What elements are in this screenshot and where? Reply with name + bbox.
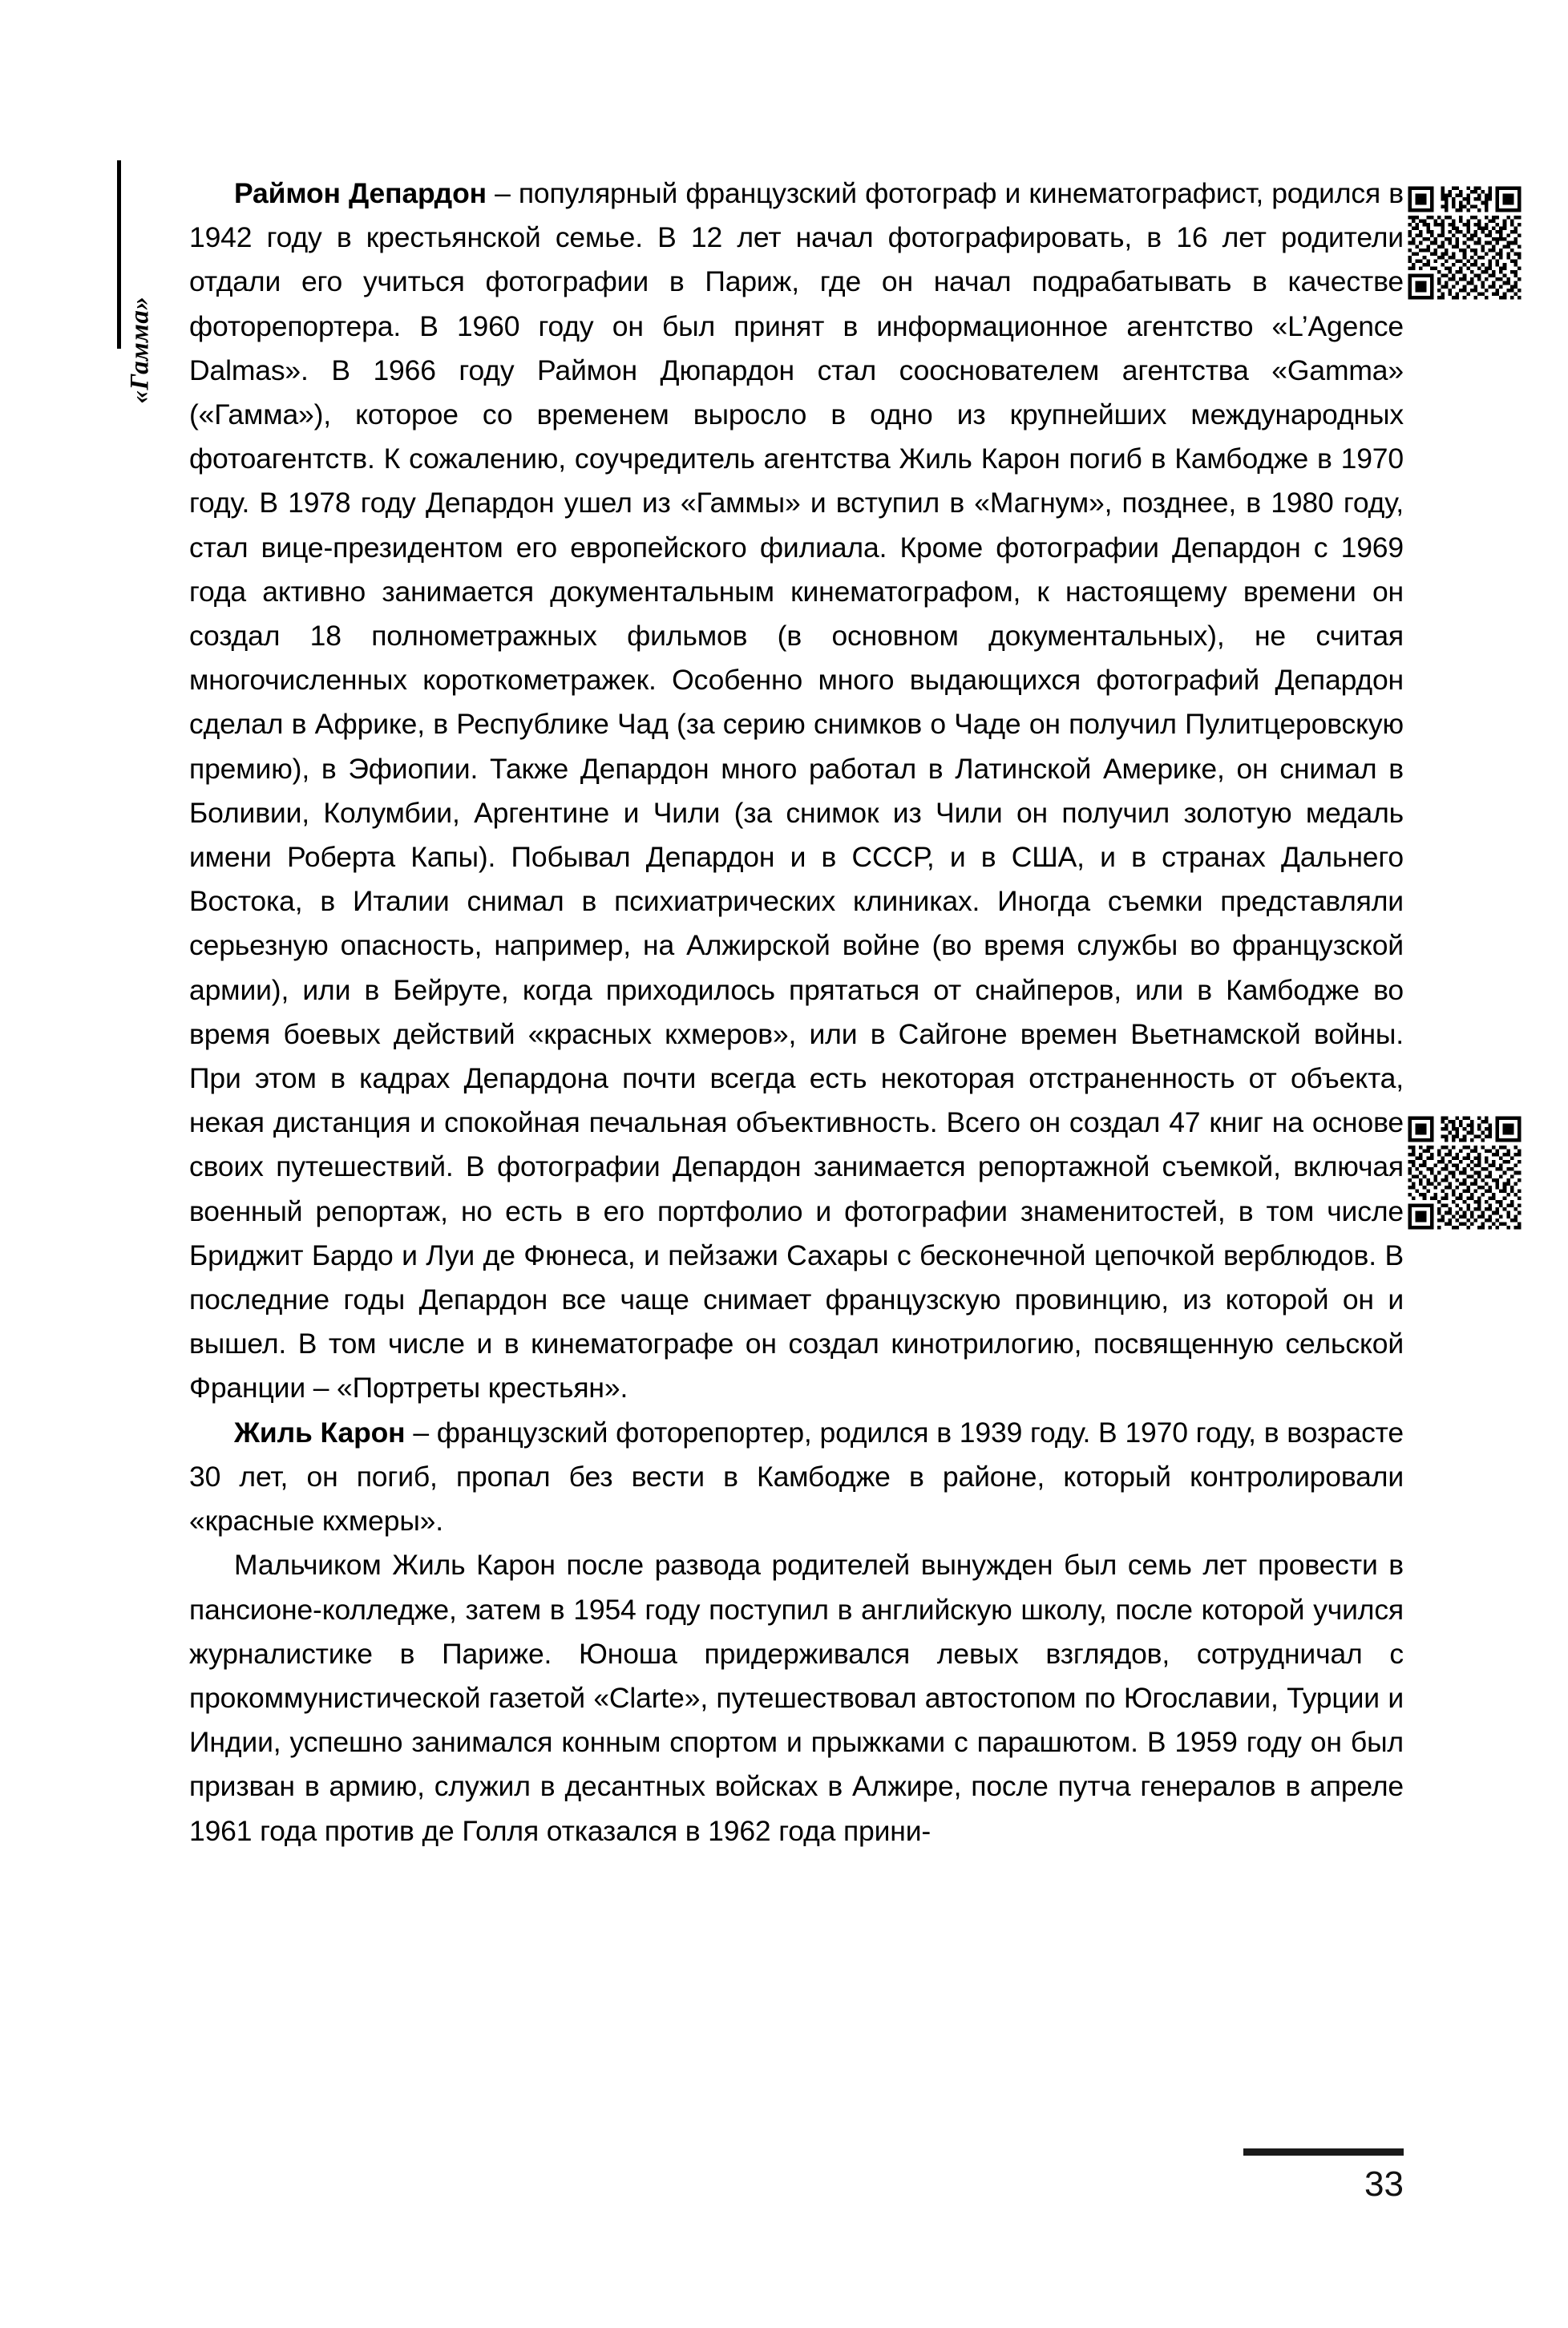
qr-code-icon[interactable] (1404, 183, 1525, 303)
paragraph-lead-depardon: Раймон Депардон (234, 177, 487, 209)
paragraph-depardon (189, 172, 1404, 1411)
running-head-label: «Гамма» (125, 296, 155, 404)
paragraph-body-caron: – французский фоторепортер, родился в 1939 году. В 1970 году, в возрасте 30 лет, он погиб, пропал без вести в Камбодже в районе, который контролировали «красные кхмеры». (189, 1416, 1404, 1538)
qr-code-icon[interactable] (1404, 1113, 1525, 1233)
text-column (189, 172, 1404, 1853)
running-head-rule (117, 160, 121, 349)
running-head (103, 160, 159, 497)
paragraph-caron-second: Мальчиком Жиль Карон после развода родителей вынужден был семь лет провести в пансионе-колледже, затем в 1954 году поступил в английскую школу, после которой учился журналистике в Париже. Юноша придерживался левых взглядов, сотрудничал с прокоммунистической газетой «Clarte», путешествовал автостопом по Югославии, Турции и Индии, успешно занимался конным спортом и прыжками с парашютом. В 1959 году он был призван в армию, служил в десантных войсках в Алжире, после путча генералов в апреле 1961 года против де Голля отказался в 1962 года прини- (189, 1549, 1404, 1847)
paragraph-caron (189, 1411, 1404, 1544)
footer-rule (1243, 2148, 1404, 2156)
qr-code-middle-graphic (1404, 1113, 1525, 1233)
paragraph-lead-caron: Жиль Карон (234, 1416, 406, 1449)
page-number: 33 (1364, 2164, 1404, 2204)
paragraph-body-depardon: – популярный французский фотограф и кинематографист, родился в 1942 году в крестьянской семье. В 12 лет начал фотографировать, в 16 лет родители отдали его учиться фотографии в Париж, где он начал подрабатывать в качестве фоторепортера. В 1960 году он был принят в информационное агентство «L’Agence Dalmas». В 1966 году Раймон Дюпардон стал сооснователем агентства «Gamma» («Гамма»), которое со временем выросло в одно из крупнейших международных фотоагентств. К сожалению, соучредитель агентства Жиль Карон погиб в Камбодже в 1970 году. В 1978 году Депардон ушел из «Гаммы» и вступил в «Магнум», позднее, в 1980 году, стал вице-президентом его европейского филиала. Кроме фотографии Депардон с 1969 года активно занимается документальным кинематографом, к настоящему времени он создал 18 полнометражных фильмов (в основном документальных), не считая многочисленных короткометражек. Особенно много выдающихся фотографий Депардон сделал в Африке, в Республике Чад (за серию снимков о Чаде он получил Пулитцеровскую премию), в Эфиопии. Также Депардон много работал в Латинской Америке, он снимал в Боливии, Колумбии, Аргентине и Чили (за снимок из Чили он получил золотую медаль имени Роберта Капы). Побывал Депардон и в СССР, и в США, и в странах Дальнего Востока, в Италии снимал в психиатрических клиниках. Иногда съемки представляли серьезную опасность, например, на Алжирской войне (во время службы во французской армии), или в Бейруте, когда приходилось прятаться от снайперов, или в Камбодже во время боевых действий «красных кхмеров», или в Сайгоне времен Вьетнамской войны. При этом в кадрах Депардона почти всегда есть некоторая отстраненность от объекта, некая дистанция и спокойная печальная объективность. Всего он создал 47 книг на основе своих путешествий. В фотографии Депардон занимается репортажной съемкой, включая военный репортаж, но есть в его портфолио и фотографии знаменитостей, в том числе Бриджит Бардо и Луи де Фюнеса, и пейзажи Сахары с бесконечной цепочкой верблюдов. В последние годы Депардон все чаще снимает французскую провинцию, из которой он и вышел. В том числе и в кинематографе он создал кинотрилогию, посвященную сельской Франции – «Портреты крестьян». (189, 177, 1404, 1404)
qr-code-top-graphic (1404, 183, 1525, 303)
